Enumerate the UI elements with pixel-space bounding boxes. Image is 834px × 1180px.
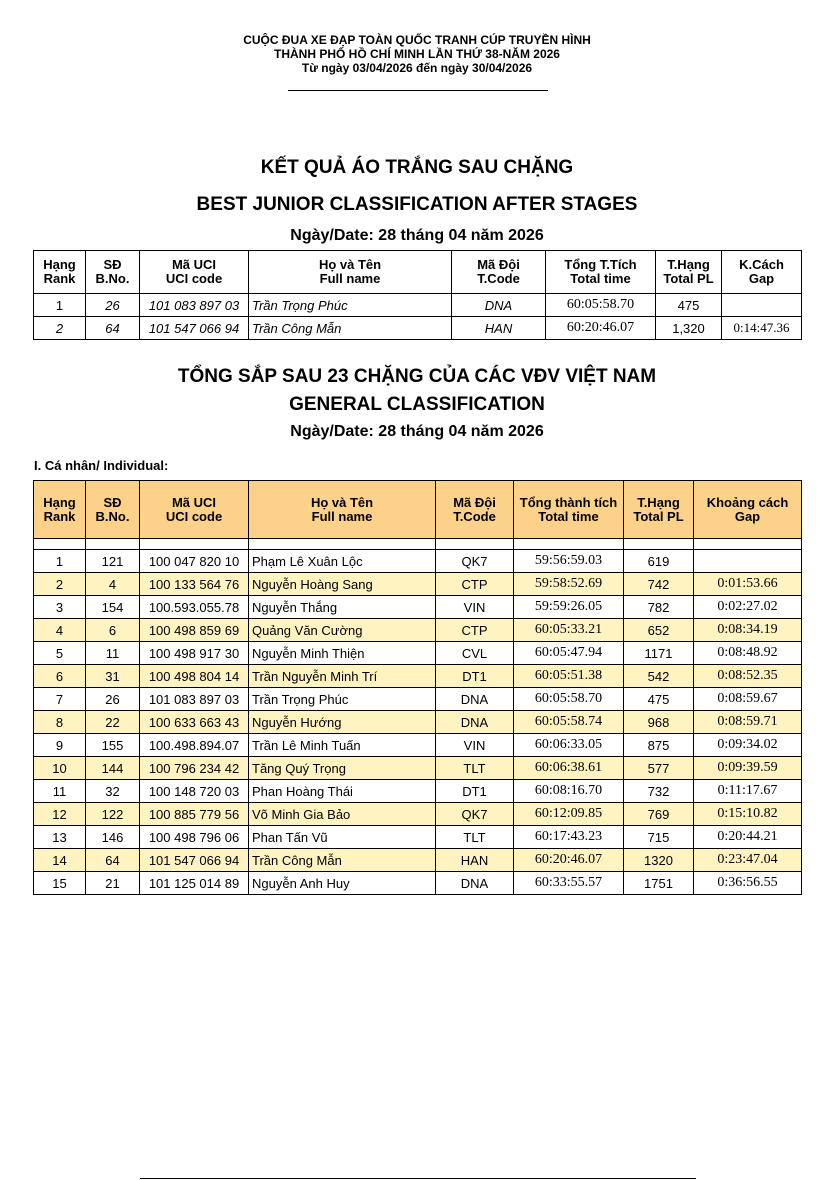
col-gap-header: Khoảng cách Gap <box>694 481 802 539</box>
general-date: Ngày/Date: 28 tháng 04 năm 2026 <box>290 423 544 440</box>
event-subtitle: THÀNH PHỐ HỒ CHÍ MINH LẦN THỨ 38-NĂM 2026 <box>274 47 560 61</box>
table-row: 11 32 100 148 720 03 Phan Hoàng Thái DT1 60:08:16.70 732 0:11:17.67 <box>34 780 802 803</box>
col-uci-header: Mã UCI UCI code <box>140 481 249 539</box>
header-divider <box>288 90 548 91</box>
spacer-row <box>34 539 802 550</box>
col-team-header: Mã Đội T.Code <box>436 481 514 539</box>
table-row: 7 26 101 083 897 03 Trần Trọng Phúc DNA 60:05:58.70 475 0:08:59.67 <box>34 688 802 711</box>
general-title-vi: TỔNG SẮP SAU 23 CHẶNG CỦA CÁC VĐV VIỆT NAM <box>177 366 657 387</box>
col-uci-header: Mã UCI UCI code <box>140 251 249 294</box>
event-title: CUỘC ĐUA XE ĐẠP TOÀN QUỐC TRANH CÚP TRUYỀN HÌNH <box>243 33 591 47</box>
section-label: I. Cá nhân/ Individual: <box>34 458 169 473</box>
junior-header-row <box>34 251 802 294</box>
junior-title-en: BEST JUNIOR CLASSIFICATION AFTER STAGES <box>196 194 638 215</box>
col-time-header: Tổng T.Tích Total time <box>546 251 656 294</box>
col-team-header: Mã Đội T.Code <box>452 251 546 294</box>
col-rank-header: Hạng Rank <box>34 251 86 294</box>
general-header-row <box>34 481 802 539</box>
col-bno-header: SĐ B.No. <box>86 251 140 294</box>
table-row: 15 21 101 125 014 89 Nguyễn Anh Huy DNA 60:33:55.57 1751 0:36:56.55 <box>34 872 802 895</box>
table-row: 2 64 101 547 066 94 Trần Công Mẫn HAN 60:20:46.07 1,320 0:14:47.36 <box>34 317 802 340</box>
table-row: 1 26 101 083 897 03 Trần Trọng Phúc DNA 60:05:58.70 475 <box>34 294 802 317</box>
junior-title-vi: KẾT QUẢ ÁO TRẮNG SAU CHẶNG <box>260 157 574 178</box>
col-bno-header: SĐ B.No. <box>86 481 140 539</box>
general-title-en: GENERAL CLASSIFICATION <box>289 394 545 415</box>
table-row: 5 11 100 498 917 30 Nguyễn Minh Thiện CVL 60:05:47.94 1171 0:08:48.92 <box>34 642 802 665</box>
table-row: 3 154 100.593.055.78 Nguyễn Thắng VIN 59:59:26.05 782 0:02:27.02 <box>34 596 802 619</box>
table-row: 2 4 100 133 564 76 Nguyễn Hoàng Sang CTP 59:58:52.69 742 0:01:53.66 <box>34 573 802 596</box>
table-row: 1 121 100 047 820 10 Phạm Lê Xuân Lộc QK7 59:56:59.03 619 <box>34 550 802 573</box>
col-name-header: Họ và Tên Full name <box>249 251 452 294</box>
table-row: 4 6 100 498 859 69 Quảng Văn Cường CTP 60:05:33.21 652 0:08:34.19 <box>34 619 802 642</box>
col-gap-header: K.Cách Gap <box>722 251 802 294</box>
junior-date: Ngày/Date: 28 tháng 04 năm 2026 <box>290 227 544 244</box>
col-pl-header: T.Hạng Total PL <box>624 481 694 539</box>
table-row: 13 146 100 498 796 06 Phan Tấn Vũ TLT 60:17:43.23 715 0:20:44.21 <box>34 826 802 849</box>
col-time-header: Tổng thành tích Total time <box>514 481 624 539</box>
col-rank-header: Hạng Rank <box>34 481 86 539</box>
table-row: 12 122 100 885 779 56 Võ Minh Gia Bảo QK7 60:12:09.85 769 0:15:10.82 <box>34 803 802 826</box>
general-table <box>33 480 802 895</box>
table-row: 14 64 101 547 066 94 Trần Công Mẫn HAN 60:20:46.07 1320 0:23:47.04 <box>34 849 802 872</box>
table-row: 10 144 100 796 234 42 Tăng Quý Trọng TLT 60:06:38.61 577 0:09:39.59 <box>34 757 802 780</box>
table-row: 9 155 100.498.894.07 Trần Lê Minh Tuấn VIN 60:06:33.05 875 0:09:34.02 <box>34 734 802 757</box>
junior-table <box>33 250 802 340</box>
event-dates: Từ ngày 03/04/2026 đến ngày 30/04/2026 <box>301 61 533 75</box>
col-pl-header: T.Hạng Total PL <box>656 251 722 294</box>
footer-divider <box>140 1178 696 1179</box>
table-row: 6 31 100 498 804 14 Trần Nguyễn Minh Trí DT1 60:05:51.38 542 0:08:52.35 <box>34 665 802 688</box>
col-name-header: Họ và Tên Full name <box>249 481 436 539</box>
table-row: 8 22 100 633 663 43 Nguyễn Hướng DNA 60:05:58.74 968 0:08:59.71 <box>34 711 802 734</box>
